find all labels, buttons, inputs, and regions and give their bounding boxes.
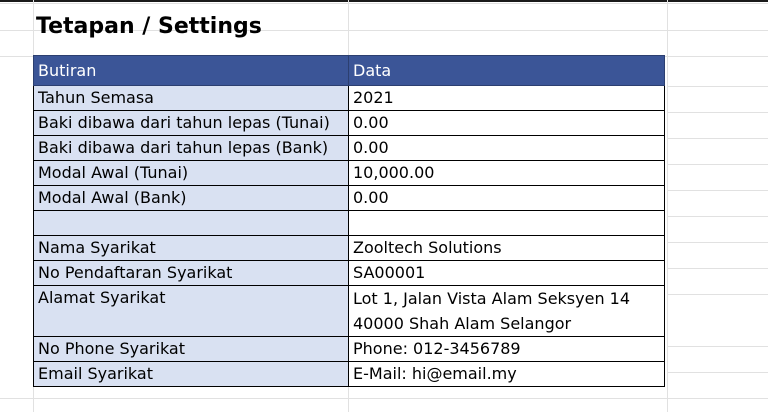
gridline xyxy=(667,0,668,412)
row-value[interactable]: Zooltech Solutions xyxy=(349,236,665,261)
row-label[interactable]: Alamat Syarikat xyxy=(34,286,349,337)
row-value[interactable]: 0.00 xyxy=(349,136,665,161)
row-value[interactable] xyxy=(349,211,665,236)
table-row xyxy=(34,261,665,286)
row-label[interactable]: Baki dibawa dari tahun lepas (Tunai) xyxy=(34,111,349,136)
gridline xyxy=(668,138,768,139)
row-value[interactable]: E-Mail: hi@email.my xyxy=(349,362,665,387)
row-value[interactable]: 0.00 xyxy=(349,186,665,211)
gridline xyxy=(668,346,768,347)
gridline xyxy=(668,86,768,87)
table-header-row xyxy=(34,56,665,86)
table-row xyxy=(34,337,665,362)
gridline xyxy=(668,190,768,191)
header-data[interactable]: Data xyxy=(349,56,665,86)
address-line-1: Lot 1, Jalan Vista Alam Seksyen 14 xyxy=(353,289,631,308)
page-title: Tetapan / Settings xyxy=(36,14,262,39)
row-label[interactable]: No Pendaftaran Syarikat xyxy=(34,261,349,286)
row-label[interactable]: Tahun Semasa xyxy=(34,86,349,111)
row-value[interactable]: 0.00 xyxy=(349,111,665,136)
gridline xyxy=(668,372,768,373)
gridline xyxy=(668,242,768,243)
table-row xyxy=(34,362,665,387)
row-label[interactable] xyxy=(34,211,349,236)
row-value[interactable]: Phone: 012-3456789 xyxy=(349,337,665,362)
gridline xyxy=(668,164,768,165)
gridline xyxy=(668,216,768,217)
address-line-2: 40000 Shah Alam Selangor xyxy=(353,314,572,333)
row-label[interactable]: No Phone Syarikat xyxy=(34,337,349,362)
gridline xyxy=(0,3,768,4)
table-row xyxy=(34,186,665,211)
table-row-empty xyxy=(34,211,665,236)
gridline xyxy=(668,112,768,113)
row-label[interactable]: Nama Syarikat xyxy=(34,236,349,261)
table-row xyxy=(34,236,665,261)
table-row xyxy=(34,286,665,337)
gridline xyxy=(668,268,768,269)
table-row xyxy=(34,136,665,161)
settings-table xyxy=(33,55,665,387)
row-value[interactable]: 10,000.00 xyxy=(349,161,665,186)
row-value[interactable]: SA00001 xyxy=(349,261,665,286)
row-label[interactable]: Email Syarikat xyxy=(34,362,349,387)
row-label[interactable]: Baki dibawa dari tahun lepas (Bank) xyxy=(34,136,349,161)
header-butiran[interactable]: Butiran xyxy=(34,56,349,86)
table-row xyxy=(34,111,665,136)
table-row xyxy=(34,161,665,186)
row-value[interactable]: 2021 xyxy=(349,86,665,111)
row-label[interactable]: Modal Awal (Tunai) xyxy=(34,161,349,186)
table-row xyxy=(34,86,665,111)
gridline xyxy=(668,294,768,295)
gridline xyxy=(0,398,768,399)
row-value-address[interactable] xyxy=(349,286,665,337)
top-border xyxy=(0,0,768,2)
row-label[interactable]: Modal Awal (Bank) xyxy=(34,186,349,211)
